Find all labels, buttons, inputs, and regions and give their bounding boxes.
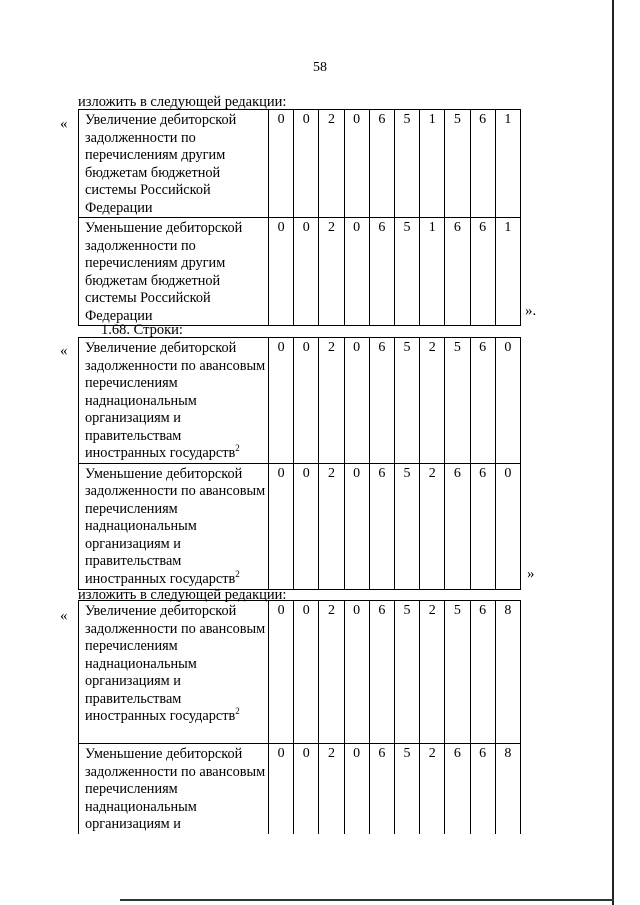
code-digit: 0	[294, 218, 319, 326]
code-digit: 0	[294, 338, 319, 464]
row-name: Уменьшение дебиторской задолженности по перечислениям другим бюджетам бюджетной системы Российской Федерации	[79, 218, 269, 326]
code-digit: 5	[394, 463, 419, 589]
row-name: Увеличение дебиторской задолженности по авансовым перечислениям наднациональным организациям и правительствам иностранных государств$^2$	[79, 601, 269, 744]
row-name: Увеличение дебиторской задолженности по авансовым перечислениям наднациональным организациям и правительствам иностранных государств$^2$	[79, 338, 269, 464]
intro-text-1: изложить в следующей редакции:	[78, 94, 287, 110]
intro-text-2: 1.68. Строки:	[101, 322, 183, 338]
code-digit: 5	[445, 601, 470, 744]
open-quote-2: «	[60, 343, 68, 359]
code-digit: 0	[344, 744, 369, 834]
code-digit: 6	[470, 110, 495, 218]
code-digit: 2	[319, 601, 344, 744]
code-digit: 6	[445, 463, 470, 589]
code-digit: 1	[420, 218, 445, 326]
intro-text-3: изложить в следующей редакции:	[78, 587, 287, 603]
code-digit: 8	[495, 601, 520, 744]
code-digit: 1	[495, 218, 520, 326]
code-digit: 2	[420, 601, 445, 744]
code-digit: 6	[470, 218, 495, 326]
code-digit: 2	[319, 110, 344, 218]
code-table-2	[78, 337, 521, 590]
code-digit: 0	[294, 601, 319, 744]
open-quote-3: «	[60, 608, 68, 624]
code-table-1	[78, 109, 521, 326]
table-row	[79, 463, 521, 589]
row-name: Уменьшение дебиторской задолженности по авансовым перечислениям наднациональным организациям и правительствам иностранных государств$^2$	[79, 463, 269, 589]
close-quote-2: »	[527, 566, 535, 582]
code-digit: 0	[344, 601, 369, 744]
table-row	[79, 218, 521, 326]
code-digit: 8	[495, 744, 520, 834]
table-row	[79, 110, 521, 218]
code-digit: 2	[420, 744, 445, 834]
code-digit: 6	[470, 601, 495, 744]
code-digit: 2	[420, 463, 445, 589]
code-digit: 6	[369, 338, 394, 464]
code-digit: 0	[269, 110, 294, 218]
code-digit: 6	[470, 463, 495, 589]
code-digit: 5	[394, 744, 419, 834]
code-digit: 0	[495, 338, 520, 464]
code-digit: 5	[394, 218, 419, 326]
code-digit: 1	[495, 110, 520, 218]
code-digit: 2	[319, 744, 344, 834]
code-digit: 0	[344, 218, 369, 326]
table-row	[79, 338, 521, 464]
code-digit: 6	[445, 218, 470, 326]
row-name: Уменьшение дебиторской задолженности по авансовым перечислениям наднациональным организациям и	[79, 744, 269, 834]
code-digit: 6	[369, 218, 394, 326]
code-digit: 6	[369, 601, 394, 744]
code-digit: 0	[269, 463, 294, 589]
code-digit: 6	[369, 110, 394, 218]
code-digit: 0	[344, 463, 369, 589]
open-quote-1: «	[60, 116, 68, 132]
code-digit: 0	[294, 463, 319, 589]
footnote-marker: 2	[235, 443, 240, 454]
code-digit: 6	[470, 338, 495, 464]
code-digit: 2	[319, 218, 344, 326]
code-digit: 0	[269, 601, 294, 744]
code-digit: 5	[445, 338, 470, 464]
code-digit: 5	[445, 110, 470, 218]
code-digit: 0	[269, 744, 294, 834]
code-digit: 0	[269, 218, 294, 326]
code-digit: 1	[420, 110, 445, 218]
code-digit: 6	[470, 744, 495, 834]
code-digit: 0	[344, 338, 369, 464]
code-digit: 6	[369, 744, 394, 834]
close-quote-1: ».	[525, 303, 537, 319]
table-row	[79, 744, 521, 834]
code-digit: 0	[294, 110, 319, 218]
footnote-marker: 2	[235, 568, 240, 579]
code-digit: 0	[344, 110, 369, 218]
scan-edge-right	[612, 0, 614, 905]
code-digit: 0	[269, 338, 294, 464]
code-digit: 0	[495, 463, 520, 589]
code-digit: 5	[394, 338, 419, 464]
code-table-3	[78, 600, 521, 834]
code-digit: 6	[369, 463, 394, 589]
code-digit: 6	[445, 744, 470, 834]
code-digit: 5	[394, 601, 419, 744]
code-digit: 2	[420, 338, 445, 464]
page-number: 58	[313, 60, 327, 75]
code-digit: 0	[294, 744, 319, 834]
row-name: Увеличение дебиторской задолженности по перечислениям другим бюджетам бюджетной системы Российской Федерации	[79, 110, 269, 218]
code-digit: 5	[394, 110, 419, 218]
code-digit: 2	[319, 463, 344, 589]
footnote-marker: 2	[235, 706, 240, 717]
table-row	[79, 601, 521, 744]
code-digit: 2	[319, 338, 344, 464]
scan-edge-bottom	[120, 899, 614, 901]
